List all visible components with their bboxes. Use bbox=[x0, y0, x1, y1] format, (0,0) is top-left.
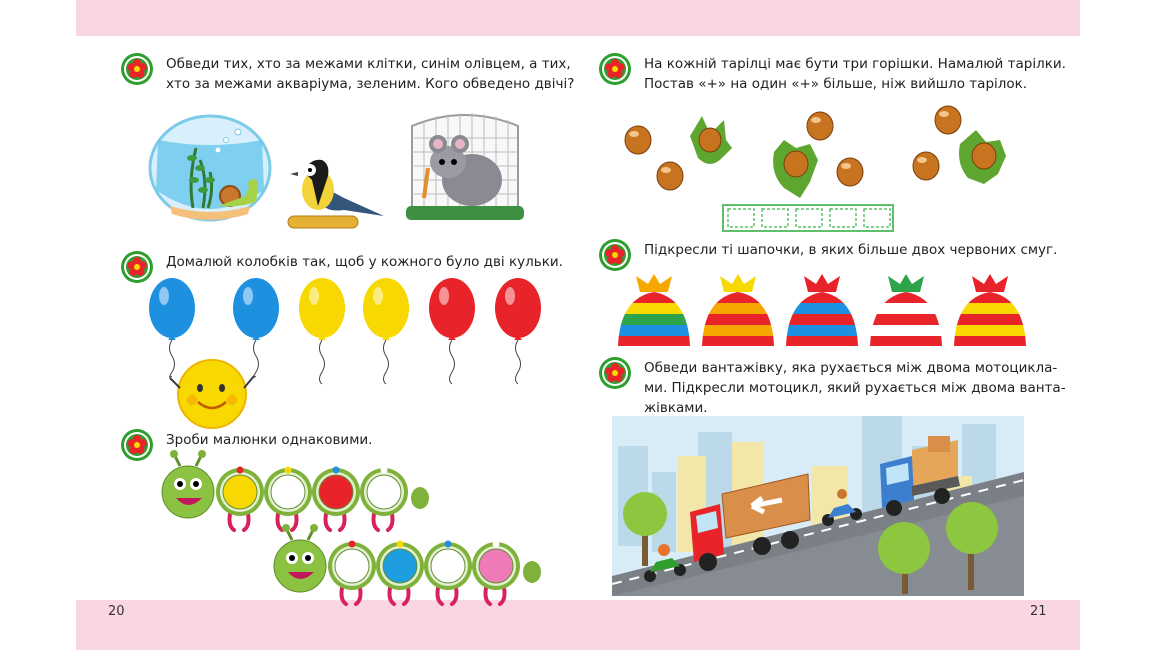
task-aquarium bbox=[120, 54, 574, 94]
task-text-line: хто за межами акваріума, зеленим. Кого обведено двічі? bbox=[166, 76, 575, 92]
balloons-illustration bbox=[140, 276, 560, 436]
task-text-line: Постав «+» на один «+» більше, ніж вийшло тарілок. bbox=[644, 76, 1028, 92]
hat-icon bbox=[618, 274, 690, 348]
task-text-line: Підкресли ті шапочки, в яких більше двох червоних смуг. bbox=[644, 242, 1058, 258]
hazelnut-husk-icon bbox=[690, 116, 732, 164]
task-text-line: Обведи тих, хто за межами клітки, синім олівцем, а тих, bbox=[166, 56, 571, 72]
kolobok-icon bbox=[170, 360, 254, 428]
hazelnut-icon bbox=[625, 126, 651, 154]
task-hats bbox=[598, 240, 1057, 272]
task-plates bbox=[598, 54, 1066, 94]
task-text-line: Обведи вантажівку, яка рухається між двома мотоцикла- bbox=[644, 360, 1058, 376]
task-text-line: Домалюй колобків так, щоб у кожного було дві кульки. bbox=[166, 254, 563, 270]
caterpillar-icon bbox=[274, 524, 541, 604]
hazelnut-husk-icon bbox=[959, 130, 1006, 184]
balloon-icon bbox=[299, 278, 345, 384]
balloon-icon bbox=[149, 278, 195, 377]
cage-illustration bbox=[402, 110, 528, 222]
answer-boxes bbox=[722, 204, 894, 234]
flower-icon bbox=[120, 52, 154, 86]
flower-icon bbox=[598, 52, 632, 86]
hazelnut-icon bbox=[913, 152, 939, 180]
hazelnut-icon bbox=[837, 158, 863, 186]
hazelnut-husk-icon bbox=[773, 140, 818, 198]
hazelnut-icon bbox=[657, 162, 683, 190]
hazelnut-icon bbox=[807, 112, 833, 140]
flower-icon bbox=[598, 356, 632, 390]
hazelnut-icon bbox=[935, 106, 961, 134]
balloon-icon bbox=[233, 278, 279, 377]
task-text-line: жівками. bbox=[644, 400, 708, 416]
page-number-right: 21 bbox=[1030, 604, 1047, 619]
top-band bbox=[76, 0, 1080, 36]
road-scene-illustration bbox=[612, 416, 1024, 596]
flower-icon bbox=[120, 428, 154, 462]
task-trucks bbox=[598, 358, 1066, 418]
hazelnuts-illustration bbox=[614, 104, 1014, 200]
aquarium-illustration bbox=[148, 110, 272, 222]
caterpillar-bottom-illustration bbox=[262, 526, 522, 602]
hat-icon bbox=[702, 274, 774, 348]
answer-box[interactable] bbox=[762, 209, 788, 227]
bottom-band bbox=[76, 600, 1080, 650]
flower-icon bbox=[598, 238, 632, 272]
balloon-icon bbox=[363, 278, 409, 384]
hat-icon bbox=[786, 274, 858, 348]
task-text-line: Зроби малюнки однаковими. bbox=[166, 432, 373, 448]
task-text-line: На кожній тарілці має бути три горішки. Намалюй тарілки. bbox=[644, 56, 1066, 72]
task-text-line: ми. Підкресли мотоцикл, який рухається між двома ванта- bbox=[644, 380, 1066, 396]
page-number-left: 20 bbox=[108, 604, 125, 619]
caterpillar-icon bbox=[162, 450, 429, 530]
answer-box[interactable] bbox=[728, 209, 754, 227]
answer-box[interactable] bbox=[796, 209, 822, 227]
answer-box[interactable] bbox=[830, 209, 856, 227]
hats-illustration bbox=[614, 272, 1034, 352]
hat-icon bbox=[954, 274, 1026, 348]
balloon-icon bbox=[429, 278, 475, 384]
answer-box[interactable] bbox=[864, 209, 890, 227]
hat-icon bbox=[870, 274, 942, 348]
balloon-icon bbox=[495, 278, 541, 384]
caterpillar-top-illustration bbox=[150, 452, 410, 532]
bird-illustration bbox=[284, 150, 388, 234]
